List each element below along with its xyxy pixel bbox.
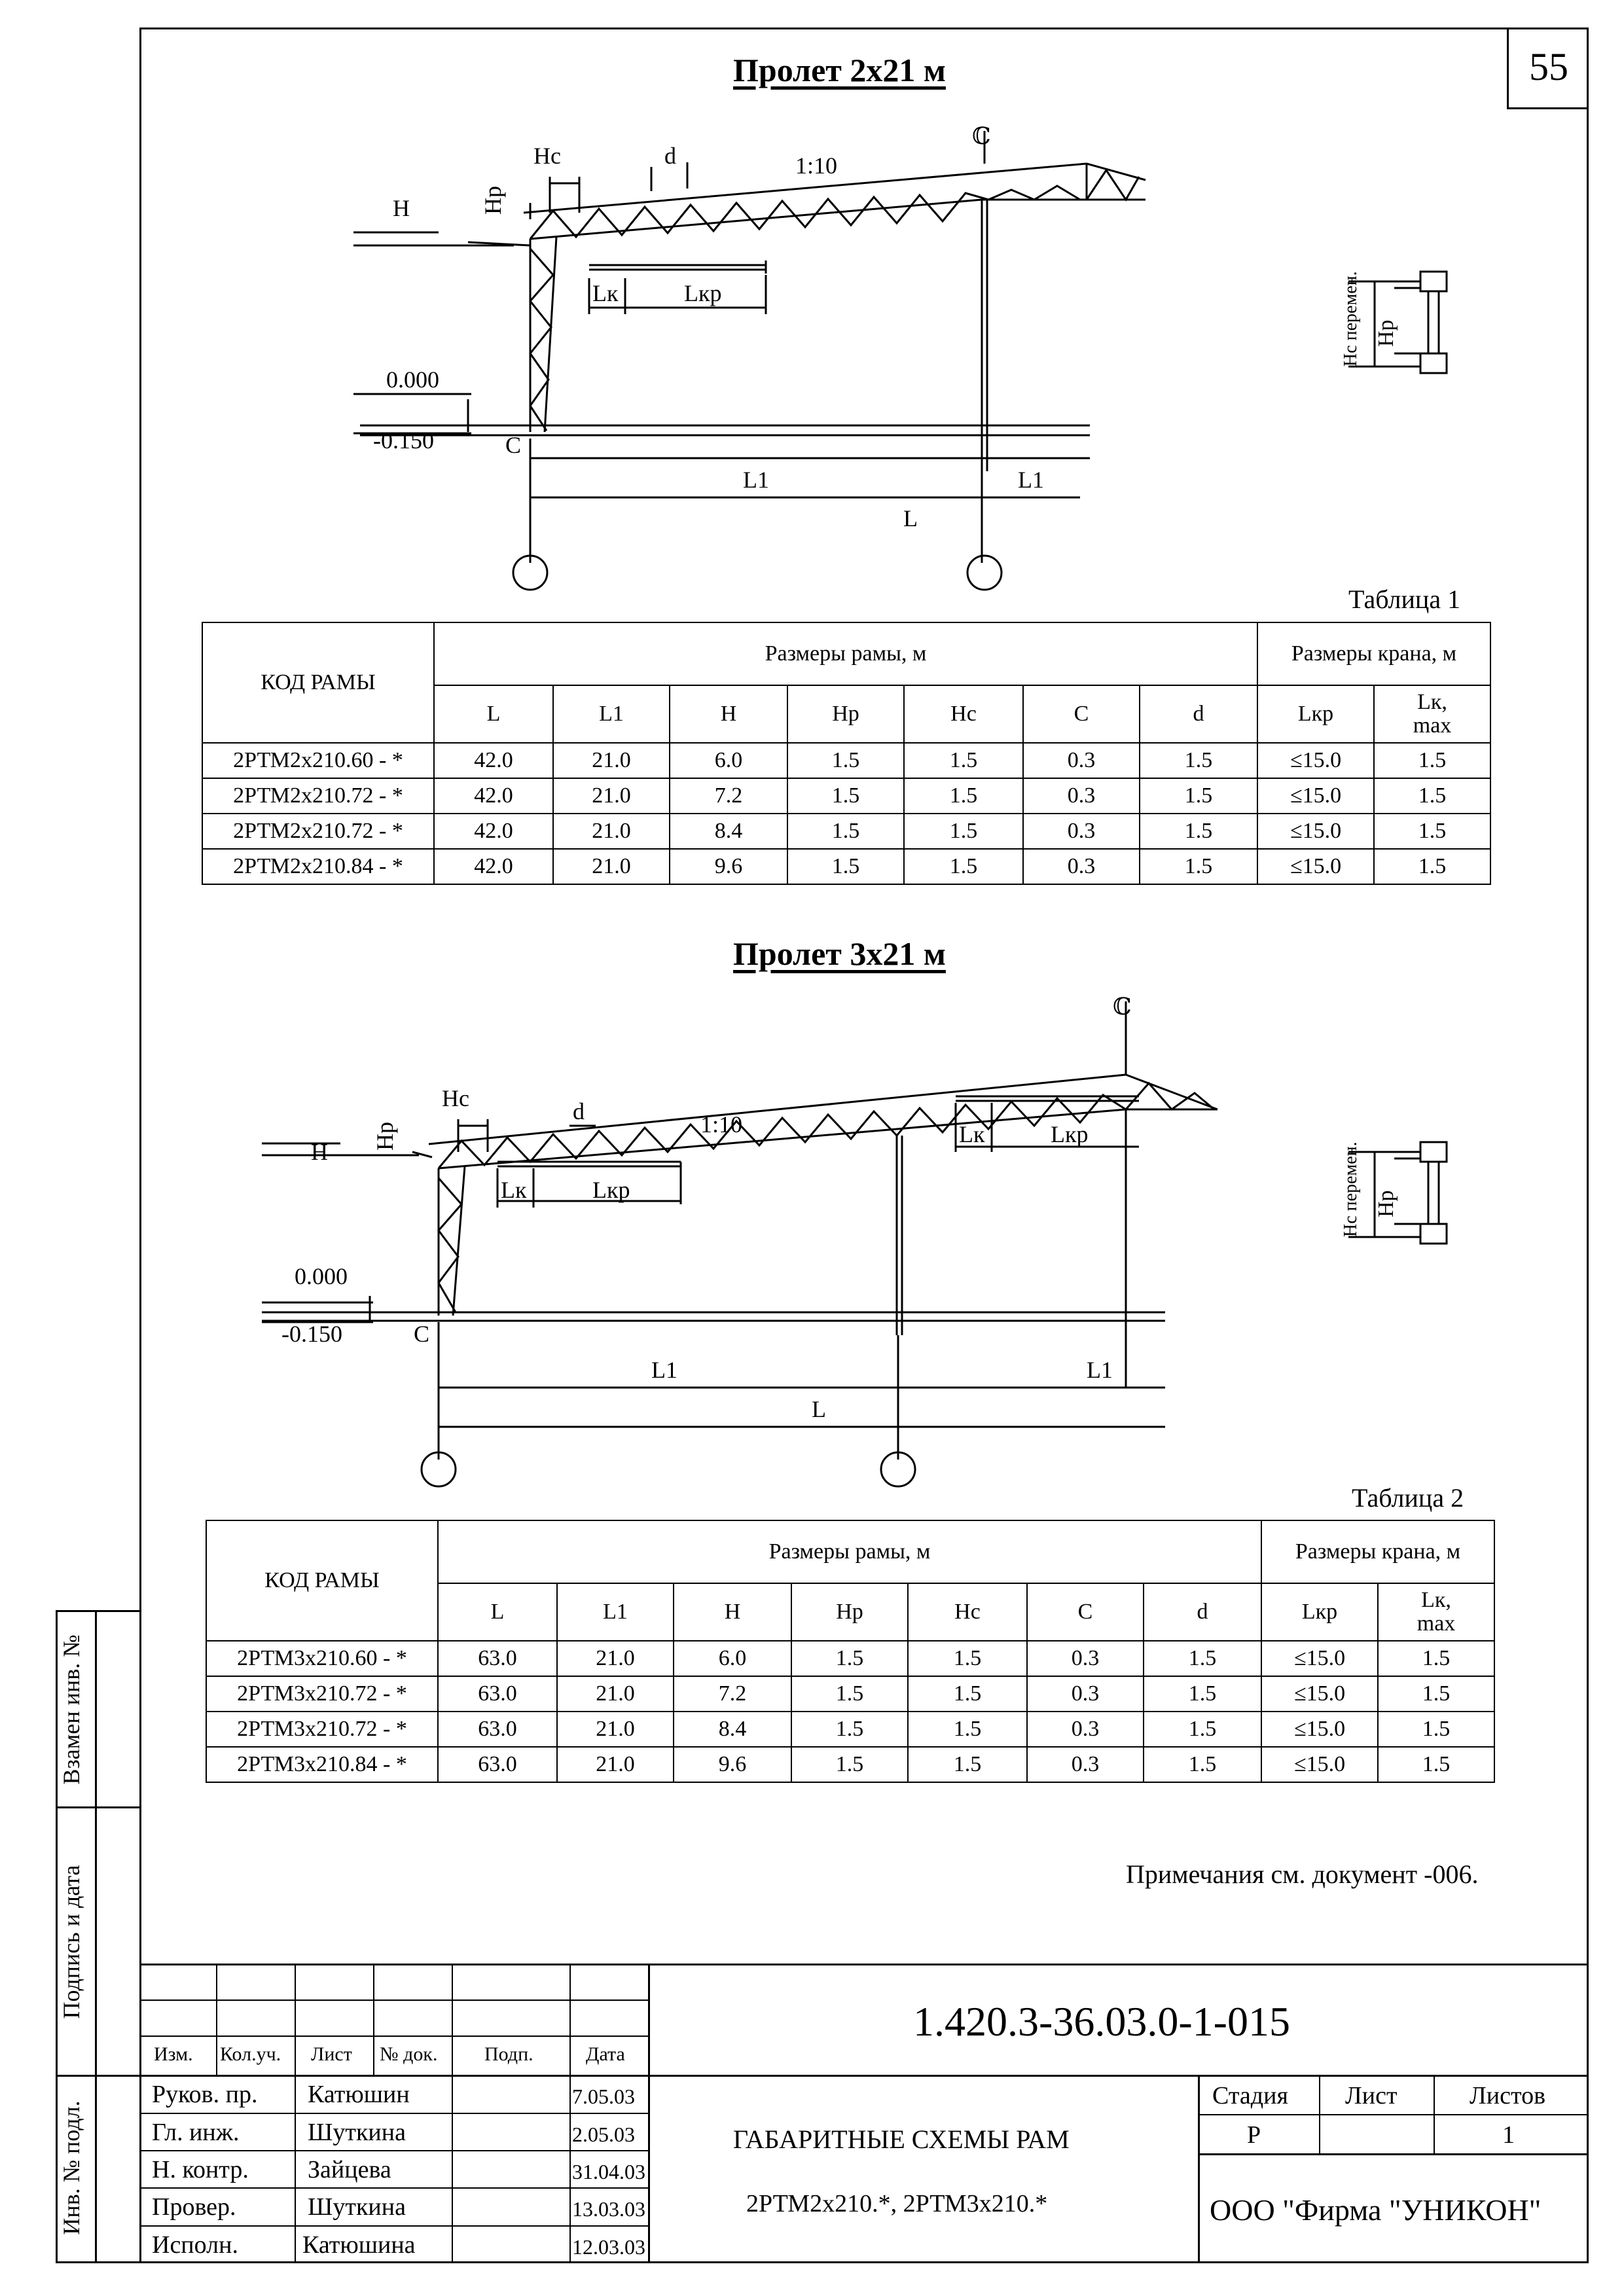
t2-cell: 1.5 [908,1747,1027,1782]
t1-cell: 1.5 [904,778,1023,814]
t1-cell: 21.0 [553,849,670,884]
t1-cell: 2РТМ2х210.84 - * [202,849,434,884]
label-c: C [505,432,522,458]
label2-l1-a: L1 [651,1357,677,1383]
drawing-title-1: ГАБАРИТНЫЕ СХЕМЫ РАМ [733,2125,1070,2154]
label-l: L [903,505,918,531]
t1-cell: 1.5 [904,743,1023,778]
t2-cell: 63.0 [438,1641,557,1676]
t1-cell: 0.3 [1023,849,1140,884]
chord-detail-1 [1322,262,1466,412]
t1-cell: 42.0 [434,778,553,814]
t2-cell: ≤15.0 [1261,1747,1378,1782]
t2-cell: 0.3 [1027,1676,1144,1712]
t2-cell: 1.5 [1144,1747,1261,1782]
t1-cell: 1.5 [787,849,904,884]
label2-slope: 1:10 [700,1111,743,1138]
label-h: H [393,195,410,221]
t2-cell: 2РТМ3х210.60 - * [206,1641,438,1676]
detail-hp: Hр [1374,319,1398,347]
stamp-head-izm: Изм. [154,2043,193,2065]
label-lkp: Lкр [684,280,722,306]
stamp-date-1: 7.05.03 [572,2085,635,2108]
stamp-role-2: Гл. инж. [152,2119,240,2146]
t2-col-4: Hс [908,1583,1027,1641]
label2-lkp-a: Lкр [592,1177,630,1203]
stamp-name-5: Катюшина [302,2231,416,2259]
th-crane: Размеры крана, м [1257,622,1490,685]
label2-hc: Hс [442,1085,469,1111]
drawing-title-2: 2РТМ2х210.*, 2РТМ3х210.* [746,2190,1048,2217]
stage-label: Стадия [1212,2082,1288,2109]
stamp-head-doc: № док. [380,2043,438,2065]
side-label-inv: Инв. № подл. [58,2100,84,2235]
note: Примечания см. документ -006. [1126,1859,1479,1889]
t2-cell: 1.5 [791,1712,908,1747]
stamp-head-kol: Кол.уч. [220,2043,281,2065]
label-hc: Hс [533,143,561,169]
t2-row [206,1676,1494,1712]
t1-cell: 1.5 [904,849,1023,884]
t2-cell: 6.0 [674,1641,791,1676]
t2-col-8: Lк, max [1378,1583,1494,1641]
t1-col-8: Lк, max [1374,685,1490,743]
label-lk: Lк [592,280,619,306]
t2-col-3: Hр [791,1583,908,1641]
sheet-label: Лист [1345,2082,1398,2109]
t2-row [206,1641,1494,1676]
label2-lkp-b: Lкр [1051,1121,1089,1147]
table1 [202,622,1491,885]
t1-col-1: L1 [553,685,670,743]
t2-cell: 7.2 [674,1676,791,1712]
stamp-date-4: 13.03.03 [572,2197,645,2221]
label2-l: L [812,1396,826,1422]
t2-cell: 1.5 [908,1676,1027,1712]
stamp-head-date: Дата [586,2043,625,2065]
t1-cell: 1.5 [1140,778,1257,814]
t2-cell: 63.0 [438,1747,557,1782]
t1-row [202,849,1490,884]
t2-cell: 2РТМ3х210.72 - * [206,1676,438,1712]
stage-value: Р [1247,2121,1261,2149]
table2 [206,1520,1495,1783]
t2-cell: 2РТМ3х210.72 - * [206,1712,438,1747]
t1-cell: 0.3 [1023,814,1140,849]
t2-cell: 1.5 [1378,1676,1494,1712]
t1-cell: 1.5 [1140,814,1257,849]
t1-cell: 1.5 [1374,778,1490,814]
t2-cell: 1.5 [1378,1712,1494,1747]
label-elevm: -0.150 [373,427,434,454]
label-slope: 1:10 [795,152,838,179]
t2-cell: 1.5 [1144,1641,1261,1676]
label2-d: d [573,1098,585,1124]
stamp-date-2: 2.05.03 [572,2123,635,2146]
t1-row [202,743,1490,778]
t2-cell: ≤15.0 [1261,1641,1378,1676]
t1-row [202,778,1490,814]
t2-col-6: d [1144,1583,1261,1641]
t2-cell: 8.4 [674,1712,791,1747]
t2-cell: ≤15.0 [1261,1712,1378,1747]
t2-cell: 2РТМ3х210.84 - * [206,1747,438,1782]
t2-cell: 1.5 [1378,1747,1494,1782]
t2-col-2: H [674,1583,791,1641]
t1-cell: 21.0 [553,778,670,814]
stamp-name-1: Катюшин [308,2081,410,2108]
th-code: КОД РАМЫ [202,622,434,743]
section2-title: Пролет 3х21 м [733,935,946,972]
t2-cell: 0.3 [1027,1641,1144,1676]
t2-cell: 1.5 [1378,1641,1494,1676]
label-d: d [664,143,676,169]
label2-hp: Hр [372,1122,398,1151]
t2-cell: 1.5 [791,1676,908,1712]
t1-cell: 7.2 [670,778,787,814]
t1-cell: ≤15.0 [1257,743,1374,778]
t1-cell: 0.3 [1023,743,1140,778]
company-name: ООО "Фирма "УНИКОН" [1210,2193,1542,2227]
doc-code: 1.420.3-36.03.0-1-015 [913,1998,1290,2045]
stamp-role-4: Провер. [152,2193,236,2221]
label2-c: C [414,1321,430,1347]
t1-col-0: L [434,685,553,743]
frame-diagram-2x21 [353,118,1479,602]
t2-cell: 21.0 [557,1641,674,1676]
t2-cell: 21.0 [557,1676,674,1712]
t1-cell: 21.0 [553,743,670,778]
label2-l1-b: L1 [1087,1357,1113,1383]
sheets-value: 1 [1502,2121,1515,2149]
label-l1-b: L1 [1018,467,1044,493]
label-l1-a: L1 [743,467,769,493]
sheets-label: Листов [1470,2082,1546,2109]
t1-col-3: Hр [787,685,904,743]
t1-cell: 1.5 [1140,849,1257,884]
stamp-head-sign: Подп. [484,2043,533,2065]
t1-cell: 1.5 [787,778,904,814]
t1-cell: 1.5 [1374,814,1490,849]
t1-cell: 9.6 [670,849,787,884]
stamp-role-5: Исполн. [152,2231,238,2259]
t2-col-5: C [1027,1583,1144,1641]
label-hp: Hр [480,186,506,215]
t1-col-7: Lкр [1257,685,1374,743]
t1-cell: ≤15.0 [1257,778,1374,814]
t1-cell: 1.5 [787,814,904,849]
t2-cell: 63.0 [438,1712,557,1747]
stamp-role-1: Руков. пр. [152,2081,258,2108]
t2-row [206,1712,1494,1747]
stamp-date-3: 31.04.03 [572,2160,645,2183]
t1-cell: 1.5 [1374,743,1490,778]
detail2-hc: Hс перемен. [1341,1141,1361,1237]
t2-cell: 0.3 [1027,1712,1144,1747]
th2-crane: Размеры крана, м [1261,1520,1494,1583]
t1-cell: 8.4 [670,814,787,849]
side-label-sign: Подпись и дата [58,1865,84,2019]
t1-cell: 42.0 [434,743,553,778]
t2-cell: 63.0 [438,1676,557,1712]
th2-frame: Размеры рамы, м [438,1520,1261,1583]
t2-row [206,1747,1494,1782]
label-elev0: 0.000 [386,367,439,393]
t2-col-0: L [438,1583,557,1641]
t1-cell: 1.5 [1374,849,1490,884]
t1-row [202,814,1490,849]
th-frame: Размеры рамы, м [434,622,1257,685]
stamp-name-2: Шуткина [308,2119,406,2146]
t2-cell: 21.0 [557,1747,674,1782]
chord-detail-2 [1322,1132,1466,1283]
axis-mark: ℂ [972,123,991,149]
t1-cell: 0.3 [1023,778,1140,814]
t2-cell: 21.0 [557,1712,674,1747]
label2-elevm: -0.150 [281,1321,342,1347]
label2-elev0: 0.000 [295,1263,348,1289]
detail2-hp: Hр [1374,1190,1398,1217]
t1-col-4: Hс [904,685,1023,743]
frame-diagram-3x21 [262,988,1388,1499]
t2-cell: ≤15.0 [1261,1676,1378,1712]
stamp-name-3: Зайцева [308,2156,391,2183]
detail-hc: Hс перемен. [1341,271,1361,367]
t1-cell: 6.0 [670,743,787,778]
t1-col-2: H [670,685,787,743]
t1-col-6: d [1140,685,1257,743]
t1-cell: 1.5 [787,743,904,778]
t2-cell: 1.5 [791,1747,908,1782]
stamp-head-list: Лист [311,2043,352,2065]
t1-cell: 42.0 [434,814,553,849]
t2-cell: 1.5 [1144,1712,1261,1747]
label2-h: H [311,1139,328,1165]
th2-code: КОД РАМЫ [206,1520,438,1641]
t2-cell: 1.5 [791,1641,908,1676]
section1-title: Пролет 2х21 м [733,52,946,88]
t1-cell: 1.5 [904,814,1023,849]
t2-col-1: L1 [557,1583,674,1641]
stamp-name-4: Шуткина [308,2193,406,2221]
t1-cell: 42.0 [434,849,553,884]
side-label-replace: Взамен инв. № [58,1634,84,1785]
t2-col-7: Lкр [1261,1583,1378,1641]
t1-cell: 2РТМ2х210.72 - * [202,814,434,849]
stamp-role-3: Н. контр. [152,2156,249,2183]
t1-cell: ≤15.0 [1257,849,1374,884]
t2-cell: 0.3 [1027,1747,1144,1782]
label2-lk-a: Lк [501,1177,527,1203]
t1-cell: 1.5 [1140,743,1257,778]
t1-cell: 2РТМ2х210.72 - * [202,778,434,814]
sheet-number-box: 55 [1507,27,1589,109]
label2-lk-b: Lк [959,1121,985,1147]
table1-caption: Таблица 1 [1348,584,1461,614]
t2-cell: 1.5 [908,1712,1027,1747]
table2-caption: Таблица 2 [1352,1483,1464,1513]
t1-cell: 2РТМ2х210.60 - * [202,743,434,778]
t2-cell: 1.5 [1144,1676,1261,1712]
axis-mark-2: ℂ [1113,994,1132,1020]
t1-cell: ≤15.0 [1257,814,1374,849]
t1-cell: 21.0 [553,814,670,849]
stamp-date-5: 12.03.03 [572,2235,645,2259]
t2-cell: 1.5 [908,1641,1027,1676]
t1-col-5: C [1023,685,1140,743]
t2-cell: 9.6 [674,1747,791,1782]
